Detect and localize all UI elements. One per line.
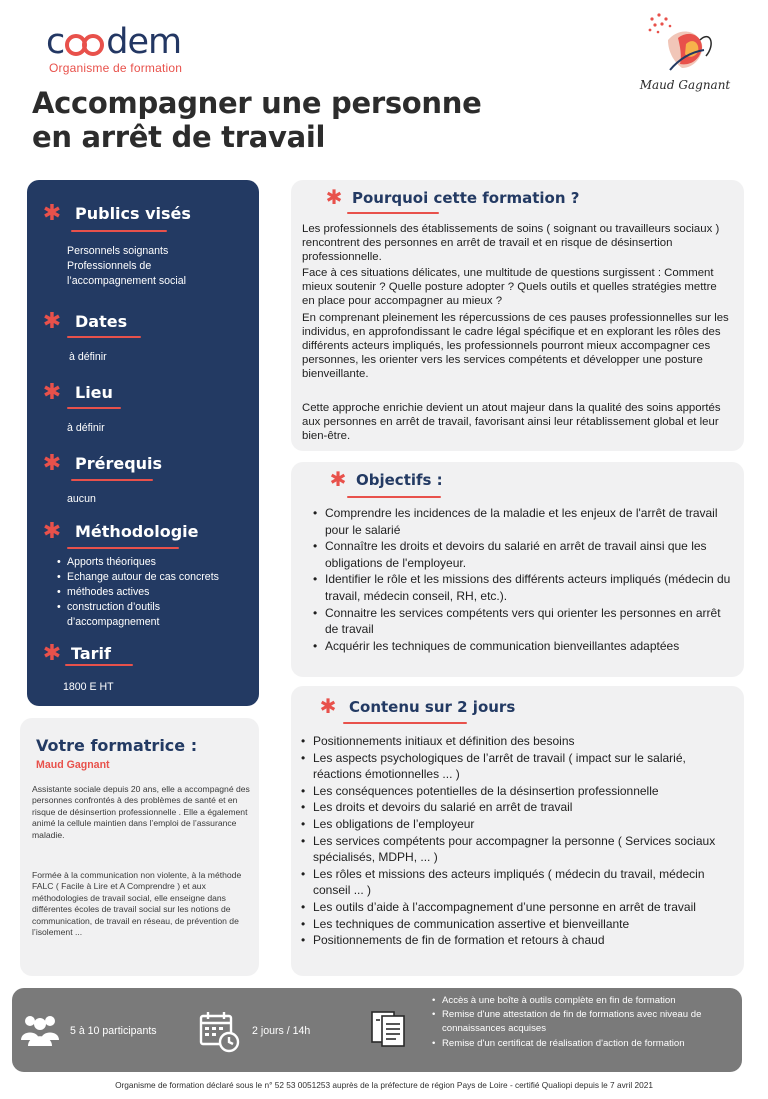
title-underline bbox=[71, 230, 167, 232]
lieu-title: Lieu bbox=[75, 382, 113, 402]
info-band bbox=[12, 988, 742, 1072]
objectif-item: • Connaitre les services compétents vers qui orienter les personnes en arrêt de travail bbox=[313, 605, 733, 638]
group-people-icon bbox=[20, 1012, 60, 1048]
prerequis-value: aucun bbox=[67, 493, 96, 505]
asterisk-icon: ✱ bbox=[42, 308, 62, 333]
band-item: • Remise d'une attestation de fin de formations avec niveau de connaissances acquises bbox=[432, 1008, 732, 1036]
asterisk-icon: ✱ bbox=[42, 518, 62, 543]
brand-flower-icon bbox=[630, 10, 740, 78]
asterisk-icon: ✱ bbox=[42, 450, 62, 475]
logo-letter-c: c bbox=[46, 22, 65, 62]
contenu-title: Contenu sur 2 jours bbox=[349, 698, 516, 716]
title-line-2: en arrêt de travail bbox=[32, 120, 326, 154]
title-underline bbox=[343, 722, 467, 724]
legal-notice: Organisme de formation déclaré sous le n° 52 53 0051253 auprès de la préfecture de région Pays de Loire - certifié Qualiopi depuis le 7 avril 2021 bbox=[115, 1080, 653, 1090]
band-item: • Remise d'un certificat de réalisation d'action de formation bbox=[432, 1037, 732, 1051]
trainer-card bbox=[20, 718, 259, 976]
contenu-item: • Les techniques de communication assertive et bienveillante bbox=[301, 916, 737, 933]
title-underline bbox=[67, 407, 121, 409]
brand-name: Maud Gagnant bbox=[639, 78, 731, 92]
title-underline bbox=[347, 496, 441, 498]
page-title bbox=[32, 86, 512, 154]
tarif-title: Tarif bbox=[71, 643, 111, 663]
logo-subtitle: Organisme de formation bbox=[49, 61, 183, 75]
band-item: • Accès à une boîte à outils complète en fin de formation bbox=[432, 994, 732, 1008]
pourquoi-title: Pourquoi cette formation ? bbox=[352, 189, 580, 207]
asterisk-icon: ✱ bbox=[329, 469, 347, 491]
lieu-value: à définir bbox=[67, 422, 105, 434]
contenu-item: • Les services compétents pour accompagner la personne ( Services sociaux spécialisés, MDPH, ... ) bbox=[301, 833, 737, 866]
duration-text: 2 jours / 14h bbox=[252, 1025, 311, 1037]
title-underline bbox=[65, 664, 133, 666]
tarif-value: 1800 E HT bbox=[63, 681, 114, 693]
title-underline bbox=[67, 336, 141, 338]
title-underline bbox=[71, 479, 153, 481]
contenu-item: • Les aspects psychologiques de l’arrêt de travail ( impact sur le salarié, réactions émotionnelles ... ) bbox=[301, 750, 737, 783]
pourquoi-paragraph: En comprenant pleinement les répercussions de ces pauses professionnelles sur les individus, en approfondissant le cadre légal spécifique et en explorant les rôles des différents acteurs impliqués, les professionnels pourront mieux accompagner ces personnes, les orienter vers les services compétents et développer une posture bienveillante. bbox=[302, 312, 729, 380]
publics-line: Personnels soignants bbox=[67, 245, 169, 257]
dates-title: Dates bbox=[75, 311, 128, 331]
contenu-item: • Les conséquences potentielles de la désinsertion professionnelle bbox=[301, 783, 737, 800]
section-prerequis bbox=[27, 450, 259, 505]
methodologie-item: • méthodes actives bbox=[57, 585, 253, 600]
publics-title: Publics visés bbox=[75, 203, 191, 223]
title-line-1: Accompagner une personne bbox=[32, 86, 482, 120]
section-methodologie bbox=[27, 518, 259, 628]
dates-value: à définir bbox=[69, 351, 107, 363]
objectifs-card bbox=[291, 462, 744, 677]
trainer-bio-2: Formée à la communication non violente, à la méthode FALC ( Facile à Lire et A Comprendre ) et aux méthodologies de travail social, elle enseigne dans différentes écoles de travail social sur les notions de communication, de travail en réseau, de prévention de l’isolement ... bbox=[32, 870, 242, 938]
methodologie-item: • construction d’outils d’accompagnement bbox=[57, 600, 253, 630]
title-underline bbox=[67, 547, 179, 549]
section-dates bbox=[27, 308, 259, 363]
objectifs-title: Objectifs : bbox=[356, 471, 443, 489]
methodologie-item: • Apports théoriques bbox=[57, 555, 253, 570]
pourquoi-paragraph: Cette approche enrichie devient un atout majeur dans la qualité des soins apportés aux personnes en arrêt de travail, favorisant ainsi leur rétablissement global et leur bien-être. bbox=[302, 402, 721, 442]
contenu-card bbox=[291, 686, 744, 976]
trainer-title: Votre formatrice : bbox=[36, 736, 198, 755]
objectif-item: • Identifier le rôle et les missions des différents acteurs impliqués (médecin du travail, médecin conseil, RH, etc.). bbox=[313, 571, 733, 604]
contenu-item: • Positionnements initiaux et définition des besoins bbox=[301, 733, 737, 750]
section-tarif bbox=[27, 640, 259, 693]
asterisk-icon: ✱ bbox=[42, 200, 62, 225]
publics-line: l’accompagnement social bbox=[67, 275, 186, 287]
contenu-item: • Positionnements de fin de formation et retours à chaud bbox=[301, 932, 737, 949]
trainer-bio-1: Assistante sociale depuis 20 ans, elle a accompagné des personnes confrontés à des problèmes de santé et en risque de désinsertion professionnelle . Elle a également animé la cellule maintien dans l’emploi de l’assurance maladie. bbox=[32, 784, 250, 840]
section-lieu bbox=[27, 379, 259, 434]
participants-text: 5 à 10 participants bbox=[70, 1025, 157, 1037]
logo-rings-icon bbox=[65, 28, 99, 56]
pourquoi-paragraph: Face à ces situations délicates, une multitude de questions surgissent : Comment mieux soutenir ? Quelle posture adopter ? Quels outils et quelles stratégies mettre en place pour accompagner au mieux ? bbox=[302, 267, 717, 307]
objectif-item: • Acquérir les techniques de communication bienveillantes adaptées bbox=[313, 638, 733, 655]
coodem-logo bbox=[46, 24, 226, 75]
title-underline bbox=[347, 212, 439, 214]
publics-line: Professionnels de bbox=[67, 260, 152, 272]
contenu-item: • Les outils d’aide à l’accompagnement d’une personne en arrêt de travail bbox=[301, 899, 737, 916]
calendar-clock-icon bbox=[198, 1010, 242, 1054]
contenu-item: • Les droits et devoirs du salarié en arrêt de travail bbox=[301, 799, 737, 816]
methodologie-item: • Echange autour de cas concrets bbox=[57, 570, 253, 585]
methodologie-title: Méthodologie bbox=[75, 521, 199, 541]
logo-letters-dem: dem bbox=[106, 22, 182, 62]
asterisk-icon: ✱ bbox=[42, 640, 62, 665]
info-panel bbox=[27, 180, 259, 706]
objectif-item: • Comprendre les incidences de la maladie et les enjeux de l'arrêt de travail pour le salarié bbox=[313, 505, 733, 538]
contenu-item: • Les obligations de l’employeur bbox=[301, 816, 737, 833]
maud-gagnant-logo bbox=[630, 10, 740, 90]
section-publics bbox=[27, 200, 259, 287]
asterisk-icon: ✱ bbox=[325, 187, 343, 209]
contenu-item: • Les rôles et missions des acteurs impliqués ( médecin du travail, médecin conseil ... ) bbox=[301, 866, 737, 899]
asterisk-icon: ✱ bbox=[319, 696, 337, 718]
trainer-name: Maud Gagnant bbox=[36, 759, 110, 771]
objectif-item: • Connaître les droits et devoirs du salarié en arrêt de travail ainsi que les obligations de l'employeur. bbox=[313, 538, 733, 571]
pourquoi-paragraph: Les professionnels des établissements de soins ( soignant ou travailleurs sociaux ) rencontrent des personnes en arrêt de travail et en risque de désinsertion professionnelle. bbox=[302, 223, 720, 263]
asterisk-icon: ✱ bbox=[42, 379, 62, 404]
pourquoi-card bbox=[291, 180, 744, 451]
documents-icon bbox=[368, 1006, 412, 1056]
prerequis-title: Prérequis bbox=[75, 453, 163, 473]
